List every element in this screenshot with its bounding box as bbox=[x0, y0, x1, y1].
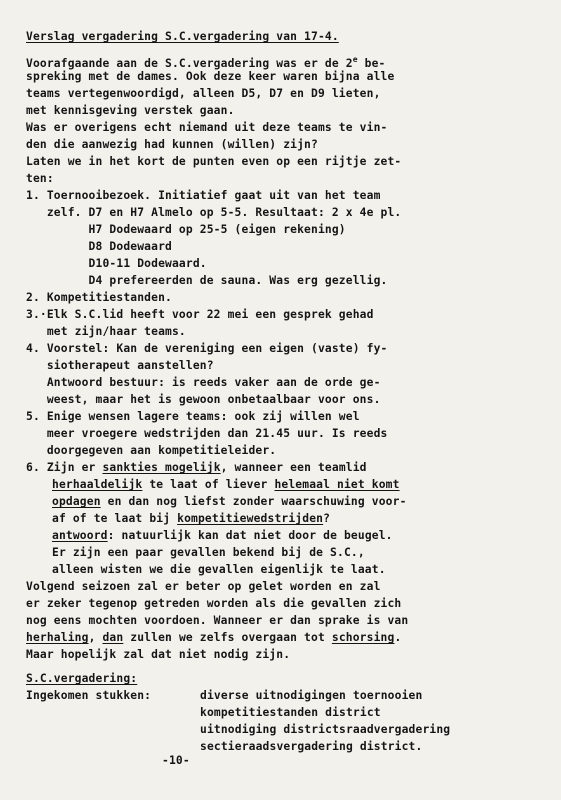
intro-line-1: Voorafgaande aan de S.C.vergadering was er de 2e be- bbox=[26, 55, 386, 70]
underlined-text: schorsing bbox=[331, 631, 395, 644]
intro-line-8: ten: bbox=[26, 172, 54, 185]
incoming-item: sectieraadsvergadering district. bbox=[200, 740, 423, 753]
item-1-line-2: zelf. D7 en H7 Almelo op 5-5. Resultaat: 2 x 4e pl. bbox=[26, 206, 402, 219]
item-1-line-6: D4 prefereerden de sauna. Was erg gezellig. bbox=[26, 274, 388, 287]
intro-line-3: teams vertegenwoordigd, alleen D5, D7 en D9 lieten, bbox=[26, 87, 381, 100]
incoming-item: kompetitiestanden district bbox=[200, 706, 381, 719]
underlined-text: dan bbox=[102, 631, 124, 644]
item-1-line-5: D10-11 Dodewaard. bbox=[26, 257, 207, 270]
item-3-line-1: 3.·Elk S.C.lid heeft voor 22 mei een gesprek gehad bbox=[26, 308, 374, 321]
closing-line-3: nog eens mochten voordoen. Wanneer er dan sprake is van bbox=[26, 614, 409, 627]
item-5-line-2: meer vroegere wedstrijden dan 21.45 uur. Is reeds bbox=[26, 427, 388, 440]
incoming-item: uitnodiging districtsraadvergadering bbox=[200, 723, 451, 736]
underlined-text: herhaaldelijk bbox=[52, 478, 143, 491]
closing-line-2: er zeker tegenop getreden worden als die gevallen zich bbox=[26, 597, 402, 610]
superscript: e bbox=[352, 55, 358, 64]
item-6-line-7: alleen wisten we die gevallen eigenlijk te laat. bbox=[52, 563, 386, 576]
item-6-line-2: herhaaldelijk te laat of liever helemaal niet komt bbox=[52, 478, 400, 491]
item-2: 2. Kompetitiestanden. bbox=[26, 291, 172, 304]
item-1-line-1: 1. Toernooibezoek. Initiatief gaat uit van het team bbox=[26, 189, 381, 202]
closing-line-5: Maar hopelijk zal dat niet nodig zijn. bbox=[26, 648, 291, 661]
item-3-line-2: met zijn/haar teams. bbox=[26, 325, 186, 338]
underlined-text: antwoord bbox=[52, 529, 108, 542]
intro-line-2: spreking met de dames. Ook deze keer waren bijna alle bbox=[26, 70, 395, 83]
item-6-line-6: Er zijn een paar gevallen bekend bij de S.C., bbox=[52, 546, 365, 559]
intro-line-7: Laten we in het kort de punten even op een rijtje zet- bbox=[26, 155, 402, 168]
document-title: Verslag vergadering S.C.vergadering van 17-4. bbox=[26, 30, 339, 43]
intro-line-5: Was er overigens echt niemand uit deze teams te vin- bbox=[26, 121, 388, 134]
item-1-line-3: H7 Dodewaard op 25-5 (eigen rekening) bbox=[26, 223, 346, 236]
item-6-line-5: antwoord: natuurlijk kan dat niet door de beugel. bbox=[52, 529, 393, 542]
item-5-line-3: doorgegeven aan kompetitieleider. bbox=[26, 444, 277, 457]
item-4-line-2: siotherapeut aanstellen? bbox=[26, 359, 214, 372]
item-4-line-1: 4. Voorstel: Kan de vereniging een eigen (vaste) fy- bbox=[26, 342, 388, 355]
item-4-line-3: Antwoord bestuur: is reeds vaker aan de orde ge- bbox=[26, 376, 381, 389]
underlined-text: opdagen bbox=[52, 495, 101, 508]
intro-line-4: met kennisgeving verstek gaan. bbox=[26, 104, 235, 117]
underlined-text: sankties mogelijk bbox=[102, 461, 221, 474]
closing-line-4: herhaling, dan zullen we zelfs overgaan tot schorsing. bbox=[26, 631, 402, 644]
incoming-label: Ingekomen stukken: bbox=[26, 689, 152, 702]
item-6-line-3: opdagen en dan nog liefst zonder waarschuwing voor- bbox=[52, 495, 407, 508]
item-6-line-4: af of te laat bij kompetitiewedstrijden? bbox=[52, 512, 331, 525]
item-5-line-1: 5. Enige wensen lagere teams: ook zij willen wel bbox=[26, 410, 360, 423]
section-heading: S.C.vergadering: bbox=[26, 672, 138, 685]
page-number: -10- bbox=[162, 754, 190, 767]
item-1-line-4: D8 Dodewaard bbox=[26, 240, 172, 253]
underlined-text: helemaal niet komt bbox=[274, 478, 400, 491]
intro-line-6: den die aanwezig had kunnen (willen) zijn? bbox=[26, 138, 318, 151]
item-6-line-1: 6. Zijn er sankties mogelijk, wanneer een teamlid bbox=[26, 461, 367, 474]
incoming-item: diverse uitnodigingen toernooien bbox=[200, 689, 423, 702]
underlined-text: kompetitiewedstrijden bbox=[177, 512, 324, 525]
item-4-line-4: weest, maar het is gewoon onbetaalbaar voor ons. bbox=[26, 393, 381, 406]
closing-line-1: Volgend seizoen zal er beter op gelet worden en zal bbox=[26, 580, 381, 593]
underlined-text: herhaling bbox=[26, 631, 89, 644]
